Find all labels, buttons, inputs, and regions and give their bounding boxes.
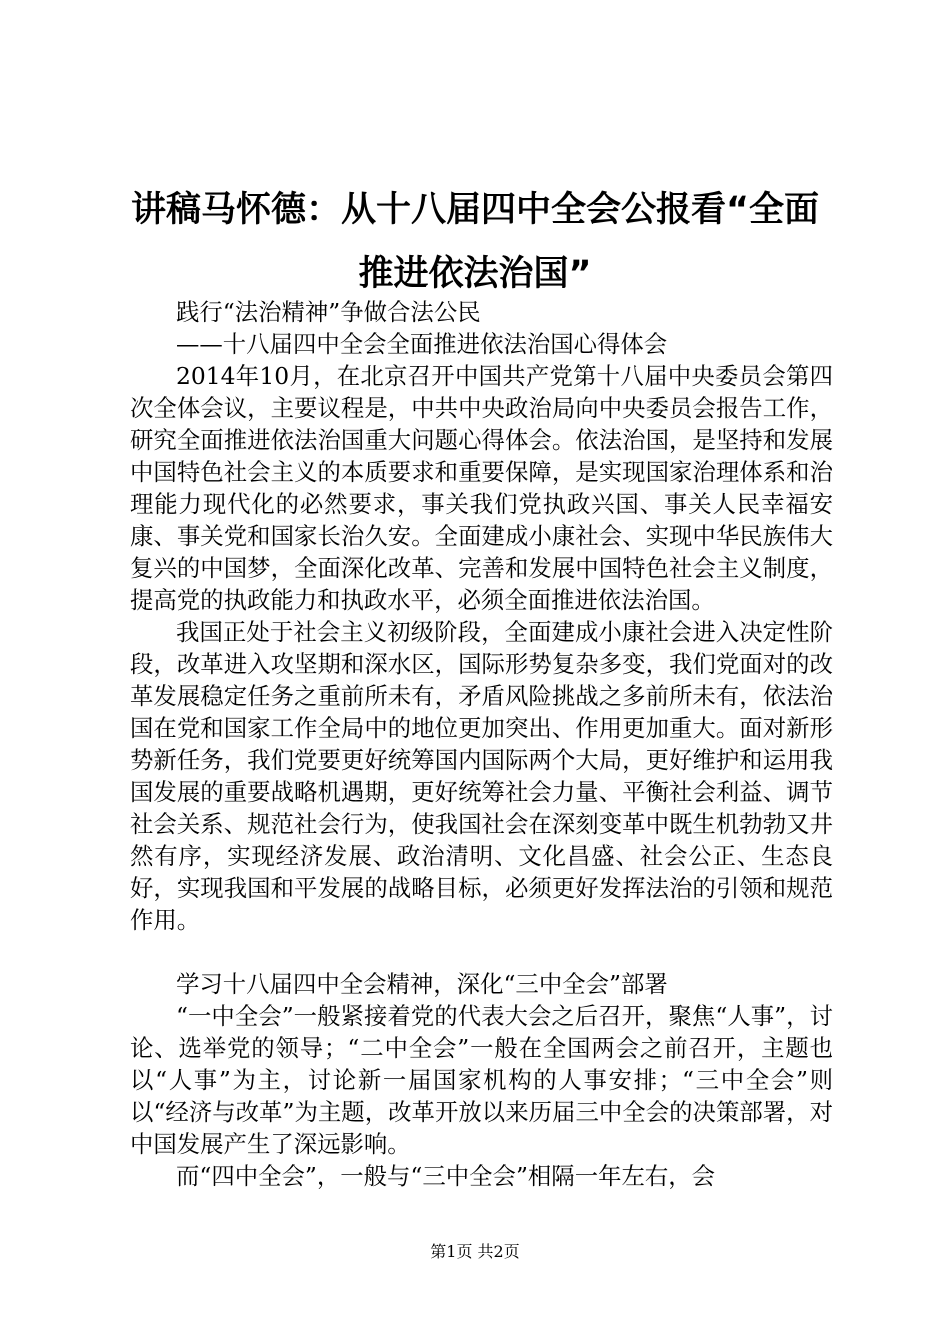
document-title bbox=[120, 178, 830, 306]
paragraph-spacer bbox=[130, 936, 833, 968]
section-heading: 践行“法治精神”争做合法公民 bbox=[176, 298, 481, 326]
section-heading: 学习十八届四中全会精神，深化“三中全会”部署 bbox=[176, 970, 668, 998]
section-subheading: ——十八届四中全会全面推进依法治国心得体会 bbox=[176, 330, 668, 358]
title-line-2: 推进依法治国” bbox=[358, 254, 592, 294]
body-paragraph: 2014年10月，在北京召开中国共产党第十八届中央委员会第四次全体会议，主要议程是，中共中央政治局向中央委员会报告工作，研究全面推进依法治国重大问题心得体会。依法治国，是坚持和发展中国特色社会主义的本质要求和重要保障，是实现国家治理体系和治理能力现代化的必然要求，事关我们党执政兴国、事关人民幸福安康、事关党和国家长治久安。全面建成小康社会、实现中华民族伟大复兴的中国梦，全面深化改革、完善和发展中国特色社会主义制度，提高党的执政能力和执政水平，必须全面推进依法治国。 bbox=[130, 362, 833, 614]
body-paragraph: 而“四中全会”，一般与“三中全会”相隔一年左右，会 bbox=[176, 1162, 716, 1190]
body-paragraph: 我国正处于社会主义初级阶段，全面建成小康社会进入决定性阶段，改革进入攻坚期和深水区，国际形势复杂多变，我们党面对的改革发展稳定任务之重前所未有，矛盾风险挑战之多前所未有，依法治国在党和国家工作全局中的地位更加突出、作用更加重大。面对新形势新任务，我们党要更好统筹国内国际两个大局，更好维护和运用我国发展的重要战略机遇期，更好统筹社会力量、平衡社会利益、调节社会关系、规范社会行为，使我国社会在深刻变革中既生机勃勃又井然有序，实现经济发展、政治清明、文化昌盛、社会公正、生态良好，实现我国和平发展的战略目标，必须更好发挥法治的引领和规范作用。 bbox=[130, 618, 833, 934]
title-line-1: 讲稿马怀德：从十八届四中全会公报看“全面 bbox=[130, 190, 819, 230]
body-paragraph: “一中全会”一般紧接着党的代表大会之后召开，聚焦“人事”，讨论、选举党的领导；“二中全会”一般在全国两会之前召开，主题也以“人事”为主，讨论新一届国家机构的人事安排；“三中全会”则以“经济与改革”为主题，改革开放以来历届三中全会的决策部署，对中国发展产生了深远影响。 bbox=[130, 1002, 833, 1158]
page-number-footer: 第1页 共2页 bbox=[430, 1242, 520, 1261]
document-body bbox=[130, 296, 833, 1192]
